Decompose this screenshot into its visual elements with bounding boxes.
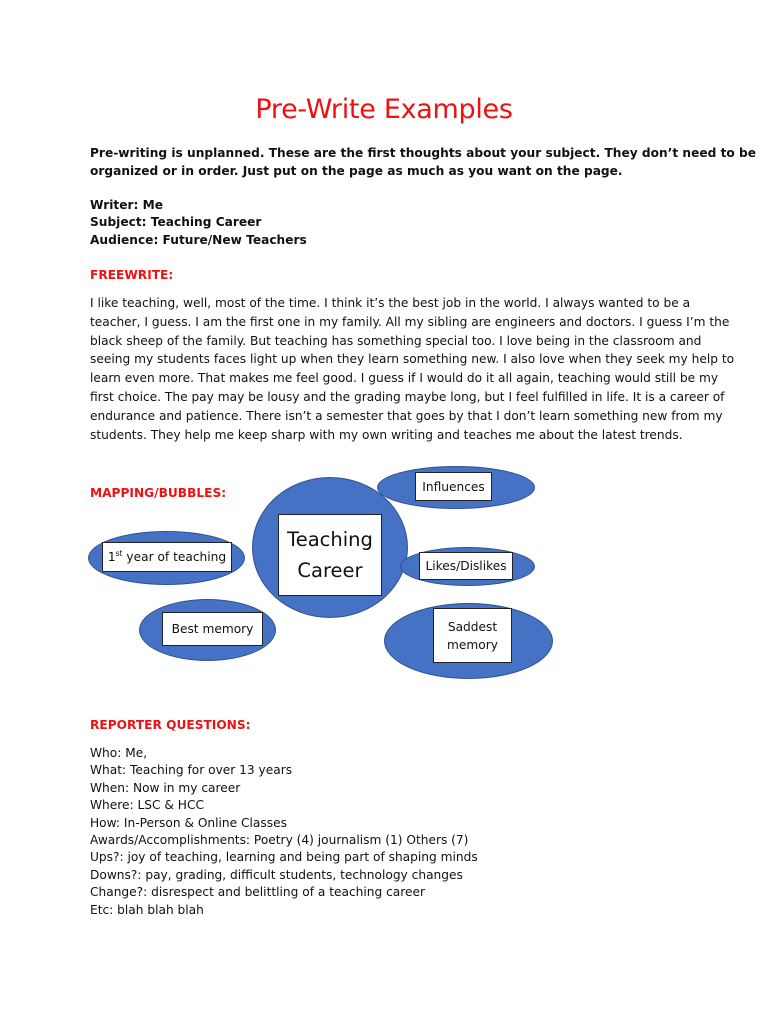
mapping-heading: MAPPING/BUBBLES:: [90, 486, 227, 500]
audience-line: Audience: Future/New Teachers: [90, 232, 307, 247]
freewrite-heading: FREEWRITE:: [90, 268, 174, 282]
meta-block: [90, 197, 307, 249]
likes-box: [419, 552, 513, 580]
center-box: [278, 514, 382, 596]
freewrite-line: teacher, I guess. I am the first one in my family. All my sibling are engineers and doctors. I guess I’m the: [90, 314, 730, 329]
reporter-line: Change?: disrespect and belittling of a teaching career: [90, 885, 426, 900]
freewrite-line: I like teaching, well, most of the time. I think it’s the best job in the world. I always wanted to be a: [90, 296, 691, 310]
saddest-label-line1: Saddest: [447, 619, 498, 634]
freewrite-line: learn even more. That makes me feel good. I guess if I would do it all again, teaching would still be my: [90, 371, 719, 386]
reporter-line: Ups?: joy of teaching, learning and being part of shaping minds: [90, 850, 478, 865]
reporter-line: How: In-Person & Online Classes: [90, 815, 287, 830]
reporter-line: When: Now in my career: [90, 780, 241, 795]
page-title: Pre-Write Examples: [255, 94, 513, 125]
first-year-superscript: st: [115, 549, 123, 558]
intro-line: Pre-writing is unplanned. These are the first thoughts about your subject. They don’t need to be: [90, 146, 757, 160]
writer-line: Writer: Me: [90, 198, 164, 212]
reporter-list: [90, 745, 478, 919]
center-label-line2: Career: [297, 559, 363, 582]
reporter-line: Where: LSC & HCC: [90, 798, 204, 813]
likes-label: Likes/Dislikes: [425, 559, 507, 573]
reporter-line: Who: Me,: [90, 746, 148, 760]
subject-line: Subject: Teaching Career: [90, 215, 262, 230]
freewrite-line: black sheep of the family. But teaching has something special too. I love being in the classroom and: [90, 333, 702, 348]
reporter-line: Awards/Accomplishments: Poetry (4) journalism (1) Others (7): [90, 832, 469, 847]
influences-label: Influences: [422, 479, 485, 494]
freewrite-line: seeing my students faces light up when they learn something new. I also love when they seek my help to: [90, 352, 735, 367]
first-year-label: [108, 548, 226, 566]
reporter-heading: REPORTER QUESTIONS:: [90, 718, 251, 732]
best-memory-box: [162, 612, 263, 646]
reporter-line: What: Teaching for over 13 years: [90, 763, 293, 778]
saddest-memory-box: [433, 608, 512, 663]
first-year-text: year of teaching: [122, 550, 227, 564]
center-label-line1: Teaching: [287, 528, 373, 551]
freewrite-paragraph: [90, 294, 734, 444]
influences-box: [415, 472, 492, 501]
intro-paragraph: [90, 145, 756, 180]
freewrite-line: endurance and patience. There isn’t a semester that goes by that I don’t learn something new from my: [90, 408, 723, 423]
first-year-box: [102, 542, 232, 572]
first-year-number: 1: [107, 550, 116, 564]
freewrite-line: students. They help me keep sharp with my own writing and teaches me about the latest trends.: [90, 427, 683, 442]
freewrite-line: first choice. The pay may be lousy and the grading maybe long, but I feel fulfilled in life. It is a career of: [90, 389, 725, 404]
saddest-label-line2: memory: [447, 637, 498, 652]
reporter-line: Etc: blah blah blah: [90, 902, 204, 917]
reporter-line: Downs?: pay, grading, difficult students, technology changes: [90, 867, 463, 882]
intro-line: organized or in order. Just put on the page as much as you want on the page.: [90, 163, 623, 178]
best-memory-label: Best memory: [171, 622, 254, 636]
